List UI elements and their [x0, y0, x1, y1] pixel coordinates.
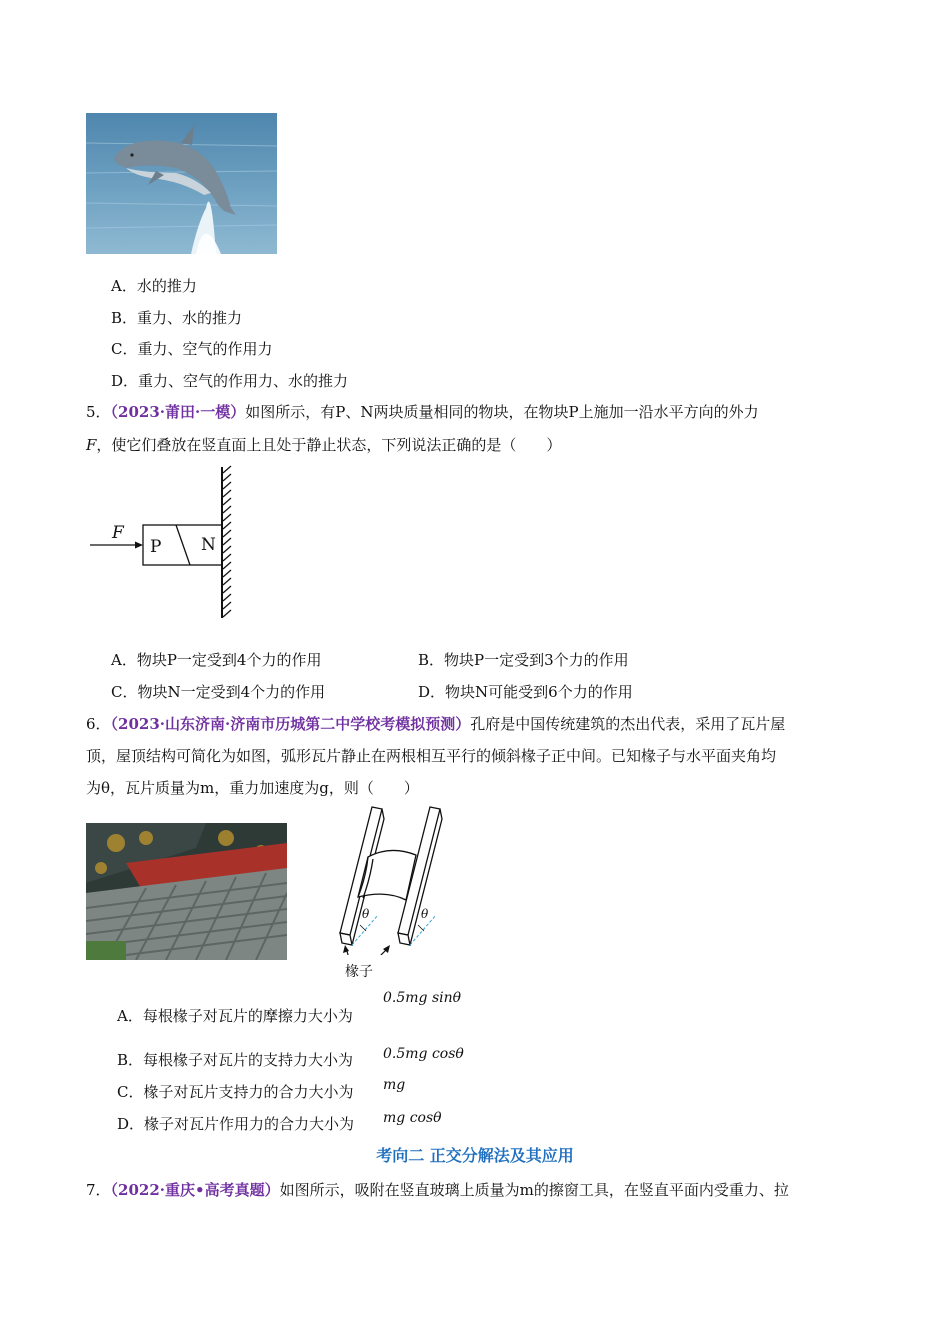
- roof-photo: [86, 823, 287, 960]
- q5-block-p: P: [150, 537, 162, 557]
- q6-number: 6．: [86, 715, 111, 733]
- q5-text-1: 如图所示，有P、N两块质量相同的物块，在物块P上施加一沿水平方向的外力: [245, 403, 759, 421]
- section-title: 考向二 正交分解法及其应用: [376, 1146, 574, 1165]
- q5-line2: [86, 435, 561, 455]
- q6-option-b: B．每根椽子对瓦片的支持力大小为: [117, 1051, 354, 1069]
- q4-option-a: A．水的推力: [111, 277, 197, 295]
- q5-text-2: ，使它们叠放在竖直面上且处于静止状态，下列说法正确的是（ ）: [96, 436, 562, 454]
- q6-source: （2023·山东济南·济南市历城第二中学校考模拟预测）: [110, 715, 471, 733]
- q7-number: 7．: [86, 1181, 111, 1199]
- q7-text-1: 如图所示，吸附在竖直玻璃上质量为m的擦窗工具，在竖直平面内受重力、拉: [279, 1181, 789, 1199]
- q6-line2: 顶，屋顶结构可简化为如图，弧形瓦片静止在两根相互平行的倾斜椽子正中间。已知椽子与水平面夹角均: [86, 747, 777, 765]
- q6-option-b-formula: 0.5mg cosθ: [383, 1046, 464, 1062]
- q6-option-a: A．每根椽子对瓦片的摩擦力大小为: [117, 1007, 353, 1025]
- q6-theta-left: θ: [362, 907, 370, 921]
- q7-line1: [86, 1180, 789, 1200]
- q6-option-a-formula: 0.5mg sinθ: [383, 990, 462, 1006]
- q6-theta-right: θ: [421, 907, 429, 921]
- q6-line3: 为θ，瓦片质量为m，重力加速度为g，则（ ）: [86, 779, 419, 797]
- q5-source: （2023·莆田·一模）: [110, 403, 246, 421]
- q5-var-f: F: [86, 436, 97, 454]
- q6-option-c-formula: mg: [383, 1077, 406, 1093]
- q4-option-c: C．重力、空气的作用力: [111, 340, 273, 358]
- q6-rafter-label: 椽子: [345, 964, 373, 980]
- q4-option-d: D．重力、空气的作用力、水的推力: [111, 372, 349, 390]
- q5-force-label: F: [112, 523, 124, 543]
- q6-option-d: D．椽子对瓦片作用力的合力大小为: [117, 1115, 355, 1133]
- q5-block-n: N: [201, 535, 216, 555]
- q4-option-b: B．重力、水的推力: [111, 309, 243, 327]
- q5-line1: [86, 402, 759, 422]
- q5-option-d: D．物块N可能受到6个力的作用: [418, 683, 633, 701]
- q7-source: （2022·重庆•高考真题）: [110, 1181, 280, 1199]
- q6-text-1: 孔府是中国传统建筑的杰出代表，采用了瓦片屋: [470, 715, 786, 733]
- q6-rafter-figure: [330, 805, 460, 983]
- q5-option-a: A．物块P一定受到4个力的作用: [111, 651, 322, 669]
- q5-number: 5．: [86, 403, 111, 421]
- q6-option-c: C．椽子对瓦片支持力的合力大小为: [117, 1083, 354, 1101]
- q5-figure: [86, 465, 246, 620]
- q6-line1: [86, 714, 785, 734]
- q5-option-b: B．物块P一定受到3个力的作用: [418, 651, 629, 669]
- dolphin-photo: [86, 113, 277, 254]
- q5-option-c: C．物块N一定受到4个力的作用: [111, 683, 326, 701]
- q6-option-d-formula: mg cosθ: [383, 1110, 442, 1126]
